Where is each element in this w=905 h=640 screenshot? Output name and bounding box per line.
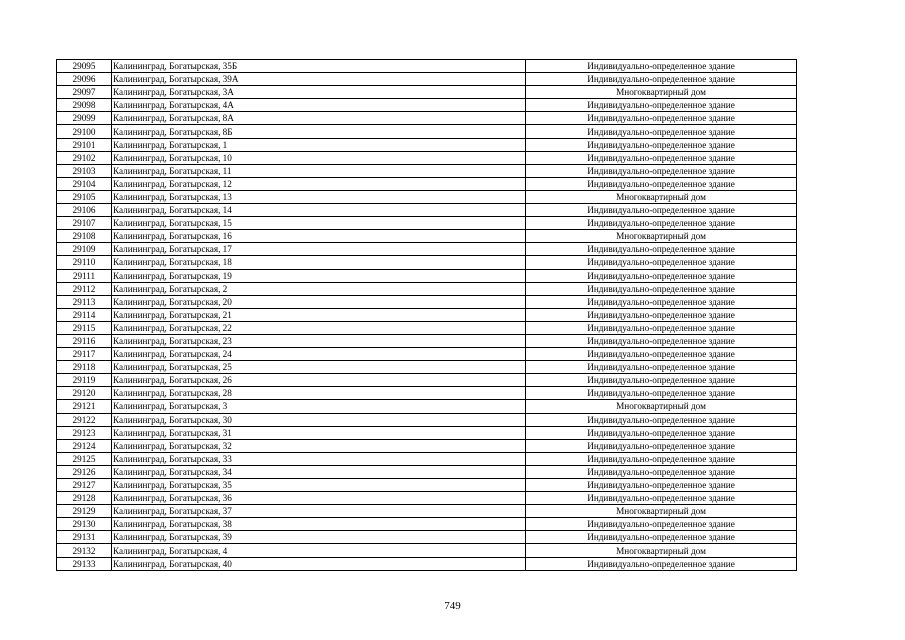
building-type-cell: Индивидуально-определенное здание — [526, 243, 797, 256]
building-type-cell: Многоквартирный дом — [526, 190, 797, 203]
record-number-cell: 29123 — [57, 426, 112, 439]
building-type-cell: Индивидуально-определенное здание — [526, 282, 797, 295]
address-cell: Калининград, Богатырская, 32 — [112, 439, 526, 452]
address-cell: Калининград, Богатырская, 3 — [112, 400, 526, 413]
record-number-cell: 29118 — [57, 361, 112, 374]
building-type-cell: Индивидуально-определенное здание — [526, 492, 797, 505]
address-cell: Калининград, Богатырская, 24 — [112, 348, 526, 361]
building-type-cell: Индивидуально-определенное здание — [526, 125, 797, 138]
record-number-cell: 29125 — [57, 452, 112, 465]
table-row — [57, 164, 797, 177]
building-type-cell: Многоквартирный дом — [526, 505, 797, 518]
building-type-cell: Индивидуально-определенное здание — [526, 99, 797, 112]
building-type-cell: Индивидуально-определенное здание — [526, 308, 797, 321]
record-number-cell: 29129 — [57, 505, 112, 518]
building-type-cell: Индивидуально-определенное здание — [526, 348, 797, 361]
table-row — [57, 374, 797, 387]
record-number-cell: 29099 — [57, 112, 112, 125]
building-type-cell: Индивидуально-определенное здание — [526, 465, 797, 478]
table-row — [57, 452, 797, 465]
table-row — [57, 269, 797, 282]
building-type-cell: Индивидуально-определенное здание — [526, 151, 797, 164]
record-number-cell: 29106 — [57, 204, 112, 217]
address-cell: Калининград, Богатырская, 34 — [112, 465, 526, 478]
address-cell: Калининград, Богатырская, 40 — [112, 557, 526, 570]
table-row — [57, 308, 797, 321]
record-number-cell: 29108 — [57, 230, 112, 243]
record-number-cell: 29119 — [57, 374, 112, 387]
address-cell: Калининград, Богатырская, 33 — [112, 452, 526, 465]
table-row — [57, 361, 797, 374]
record-number-cell: 29105 — [57, 190, 112, 203]
address-cell: Калининград, Богатырская, 26 — [112, 374, 526, 387]
building-type-cell: Индивидуально-определенное здание — [526, 60, 797, 73]
table-row — [57, 518, 797, 531]
table-row — [57, 204, 797, 217]
record-number-cell: 29102 — [57, 151, 112, 164]
building-type-cell: Индивидуально-определенное здание — [526, 439, 797, 452]
record-number-cell: 29116 — [57, 334, 112, 347]
table-row — [57, 256, 797, 269]
address-cell: Калининград, Богатырская, 1 — [112, 138, 526, 151]
record-number-cell: 29131 — [57, 531, 112, 544]
building-type-cell: Индивидуально-определенное здание — [526, 138, 797, 151]
table-row — [57, 190, 797, 203]
address-cell: Калининград, Богатырская, 22 — [112, 321, 526, 334]
table-row — [57, 112, 797, 125]
record-number-cell: 29103 — [57, 164, 112, 177]
table-row — [57, 99, 797, 112]
table-row — [57, 400, 797, 413]
record-number-cell: 29096 — [57, 73, 112, 86]
address-cell: Калининград, Богатырская, 30 — [112, 413, 526, 426]
record-number-cell: 29117 — [57, 348, 112, 361]
address-cell: Калининград, Богатырская, 10 — [112, 151, 526, 164]
table-row — [57, 505, 797, 518]
record-number-cell: 29124 — [57, 439, 112, 452]
building-type-cell: Индивидуально-определенное здание — [526, 73, 797, 86]
table-row — [57, 60, 797, 73]
address-cell: Калининград, Богатырская, 20 — [112, 295, 526, 308]
record-number-cell: 29101 — [57, 138, 112, 151]
record-number-cell: 29133 — [57, 557, 112, 570]
building-type-cell: Индивидуально-определенное здание — [526, 361, 797, 374]
record-number-cell: 29126 — [57, 465, 112, 478]
building-type-cell: Индивидуально-определенное здание — [526, 387, 797, 400]
address-cell: Калининград, Богатырская, 17 — [112, 243, 526, 256]
address-cell: Калининград, Богатырская, 19 — [112, 269, 526, 282]
record-number-cell: 29098 — [57, 99, 112, 112]
building-type-cell: Индивидуально-определенное здание — [526, 557, 797, 570]
building-type-cell: Индивидуально-определенное здание — [526, 295, 797, 308]
address-cell: Калининград, Богатырская, 4А — [112, 99, 526, 112]
address-cell: Калининград, Богатырская, 16 — [112, 230, 526, 243]
record-number-cell: 29107 — [57, 217, 112, 230]
building-type-cell: Многоквартирный дом — [526, 544, 797, 557]
table-row — [57, 465, 797, 478]
table-row — [57, 426, 797, 439]
address-cell: Калининград, Богатырская, 35Б — [112, 60, 526, 73]
record-number-cell: 29114 — [57, 308, 112, 321]
registry-table — [56, 59, 797, 571]
address-cell: Калининград, Богатырская, 39 — [112, 531, 526, 544]
record-number-cell: 29115 — [57, 321, 112, 334]
table-row — [57, 348, 797, 361]
address-cell: Калининград, Богатырская, 35 — [112, 479, 526, 492]
table-row — [57, 544, 797, 557]
record-number-cell: 29113 — [57, 295, 112, 308]
building-type-cell: Индивидуально-определенное здание — [526, 413, 797, 426]
address-cell: Калининград, Богатырская, 25 — [112, 361, 526, 374]
table-row — [57, 531, 797, 544]
building-type-cell: Индивидуально-определенное здание — [526, 452, 797, 465]
address-cell: Калининград, Богатырская, 8А — [112, 112, 526, 125]
table-row — [57, 479, 797, 492]
record-number-cell: 29128 — [57, 492, 112, 505]
address-cell: Калининград, Богатырская, 21 — [112, 308, 526, 321]
table-row — [57, 492, 797, 505]
address-cell: Калининград, Богатырская, 2 — [112, 282, 526, 295]
record-number-cell: 29097 — [57, 86, 112, 99]
record-number-cell: 29100 — [57, 125, 112, 138]
address-cell: Калининград, Богатырская, 8Б — [112, 125, 526, 138]
table-row — [57, 230, 797, 243]
building-type-cell: Индивидуально-определенное здание — [526, 518, 797, 531]
record-number-cell: 29104 — [57, 177, 112, 190]
registry-table-body — [57, 60, 797, 571]
building-type-cell: Индивидуально-определенное здание — [526, 334, 797, 347]
building-type-cell: Индивидуально-определенное здание — [526, 479, 797, 492]
building-type-cell: Индивидуально-определенное здание — [526, 531, 797, 544]
address-cell: Калининград, Богатырская, 4 — [112, 544, 526, 557]
building-type-cell: Индивидуально-определенное здание — [526, 164, 797, 177]
record-number-cell: 29110 — [57, 256, 112, 269]
record-number-cell: 29132 — [57, 544, 112, 557]
table-row — [57, 282, 797, 295]
table-row — [57, 295, 797, 308]
building-type-cell: Многоквартирный дом — [526, 230, 797, 243]
building-type-cell: Многоквартирный дом — [526, 86, 797, 99]
building-type-cell: Индивидуально-определенное здание — [526, 177, 797, 190]
table-row — [57, 138, 797, 151]
address-cell: Калининград, Богатырская, 13 — [112, 190, 526, 203]
table-row — [57, 557, 797, 570]
table-row — [57, 321, 797, 334]
address-cell: Калининград, Богатырская, 12 — [112, 177, 526, 190]
record-number-cell: 29122 — [57, 413, 112, 426]
building-type-cell: Индивидуально-определенное здание — [526, 321, 797, 334]
building-type-cell: Многоквартирный дом — [526, 400, 797, 413]
record-number-cell: 29109 — [57, 243, 112, 256]
address-cell: Калининград, Богатырская, 38 — [112, 518, 526, 531]
building-type-cell: Индивидуально-определенное здание — [526, 112, 797, 125]
record-number-cell: 29127 — [57, 479, 112, 492]
table-row — [57, 387, 797, 400]
record-number-cell: 29130 — [57, 518, 112, 531]
record-number-cell: 29121 — [57, 400, 112, 413]
address-cell: Калининград, Богатырская, 28 — [112, 387, 526, 400]
address-cell: Калининград, Богатырская, 37 — [112, 505, 526, 518]
address-cell: Калининград, Богатырская, 11 — [112, 164, 526, 177]
table-row — [57, 439, 797, 452]
record-number-cell: 29120 — [57, 387, 112, 400]
table-row — [57, 125, 797, 138]
address-cell: Калининград, Богатырская, 36 — [112, 492, 526, 505]
building-type-cell: Индивидуально-определенное здание — [526, 374, 797, 387]
record-number-cell: 29111 — [57, 269, 112, 282]
address-cell: Калининград, Богатырская, 18 — [112, 256, 526, 269]
record-number-cell: 29095 — [57, 60, 112, 73]
table-row — [57, 151, 797, 164]
address-cell: Калининград, Богатырская, 23 — [112, 334, 526, 347]
address-cell: Калининград, Богатырская, 39А — [112, 73, 526, 86]
table-row — [57, 86, 797, 99]
building-type-cell: Индивидуально-определенное здание — [526, 269, 797, 282]
table-row — [57, 217, 797, 230]
address-cell: Калининград, Богатырская, 31 — [112, 426, 526, 439]
building-type-cell: Индивидуально-определенное здание — [526, 256, 797, 269]
address-cell: Калининград, Богатырская, 14 — [112, 204, 526, 217]
table-row — [57, 73, 797, 86]
address-cell: Калининград, Богатырская, 3А — [112, 86, 526, 99]
building-type-cell: Индивидуально-определенное здание — [526, 217, 797, 230]
building-type-cell: Индивидуально-определенное здание — [526, 426, 797, 439]
table-row — [57, 243, 797, 256]
table-row — [57, 334, 797, 347]
record-number-cell: 29112 — [57, 282, 112, 295]
table-row — [57, 177, 797, 190]
building-type-cell: Индивидуально-определенное здание — [526, 204, 797, 217]
page-number: 749 — [444, 600, 461, 612]
address-cell: Калининград, Богатырская, 15 — [112, 217, 526, 230]
table-row — [57, 413, 797, 426]
